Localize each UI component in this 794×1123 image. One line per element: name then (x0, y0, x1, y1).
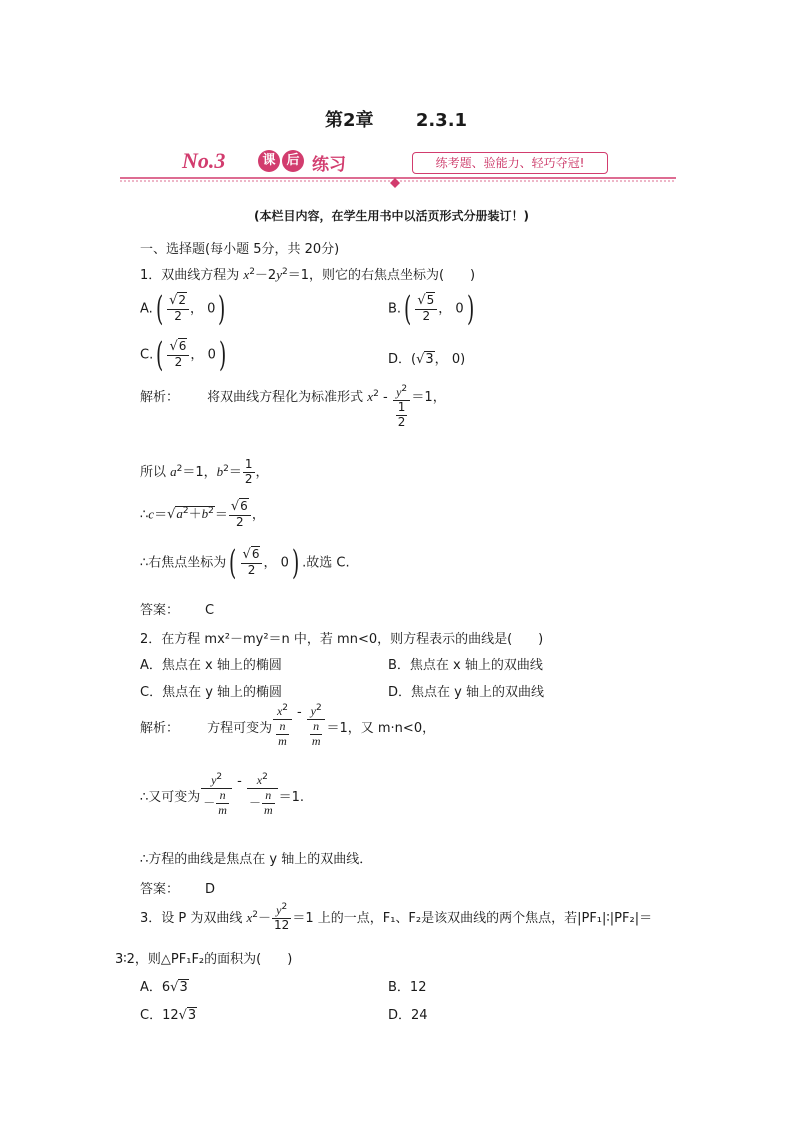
q3-stem-line1: 3．设 P 为双曲线 $x^2-$ $\frac{y^2}{12}$ ＝1 上的一点，F₁、F₂是该双曲线的两个焦点，若|PF₁|∶|PF₂|＝ (140, 902, 653, 932)
q3-option-c[interactable]: C．12√3 (140, 1008, 197, 1023)
q2-answer: 答案： D (140, 882, 216, 897)
chapter-title (325, 106, 467, 132)
q1-answer: 答案： C (140, 603, 215, 618)
q3-stem-line2: 3∶2，则△PF₁F₂的面积为( ) (115, 952, 293, 967)
banner-hou-badge: 后 (282, 150, 304, 172)
q2-solution-line2: ∴又可变为 $y^2$ － $\frac{n}{m}$ - $x^2$ － $\frac{n}{m}$ ＝1. (140, 772, 305, 817)
q1-solution-line4: ∴右焦点坐标为( $\frac{√6}{2}$ ， 0) .故选 C. (140, 543, 350, 583)
q1-solution-line1: 解析： 将双曲线方程化为标准形式 $x^2$ - $\frac{y^2}{\frac{1}{2}}$ ＝1， (140, 384, 446, 429)
q2-option-c[interactable]: C．焦点在 y 轴上的椭圆 (140, 685, 283, 700)
q1-option-b[interactable]: B.( $\frac{√5}{2}$ ， 0) (388, 289, 474, 329)
binding-notice: (本栏目内容，在学生用书中以活页形式分册装订！) (254, 209, 529, 223)
q2-option-b[interactable]: B．焦点在 x 轴上的双曲线 (388, 658, 543, 673)
q2-stem: 2．在方程 mx²－my²＝n 中，若 mn<0，则方程表示的曲线是( ) (140, 632, 544, 647)
q3-option-b[interactable]: B．12 (388, 980, 427, 995)
q1-option-a[interactable]: A.( $\frac{√2}{2}$ ， 0) (140, 289, 226, 329)
q1-solution-line2: 所以 $a^2=1$，$b^2=$ $\frac{1}{2}$ ， (140, 457, 269, 486)
banner-number: No.3 (182, 148, 226, 173)
q2-solution-line1: 解析： 方程可变为 $\frac{x^2}{\frac{n}{m}}$ - $\frac{y^2}{\frac{n}{m}}$ ＝1，又 m·n<0， (140, 703, 436, 748)
chapter-label: 第2章 (325, 110, 374, 131)
q2-option-a[interactable]: A．焦点在 x 轴上的椭圆 (140, 658, 282, 673)
banner-ke-badge: 课 (258, 150, 280, 172)
q1-option-d[interactable]: D．(√3， 0) (388, 352, 466, 367)
q1-solution-line3: $\therefore c=√a^2+b^2=$ $\frac{√6}{2}$ ， (140, 499, 265, 529)
q2-option-d[interactable]: D．焦点在 y 轴上的双曲线 (388, 685, 544, 700)
q1-stem: 1．双曲线方程为 $x^2-2y^2=1$，则它的右焦点坐标为( ) (140, 267, 476, 283)
section-number: 2.3.1 (415, 110, 468, 131)
banner-lianxi: 练习 (312, 155, 346, 175)
q3-option-d[interactable]: D．24 (388, 1008, 428, 1023)
q3-option-a[interactable]: A．6√3 (140, 980, 188, 995)
section-title: 一、选择题(每小题 5分，共 20分) (140, 242, 340, 257)
banner-hint: 练考题、验能力、轻巧夺冠! (412, 152, 608, 174)
q2-conclusion: ∴方程的曲线是焦点在 y 轴上的双曲线． (140, 852, 373, 867)
q1-option-c[interactable]: C.( $\frac{√6}{2}$ ， 0) (140, 335, 227, 375)
